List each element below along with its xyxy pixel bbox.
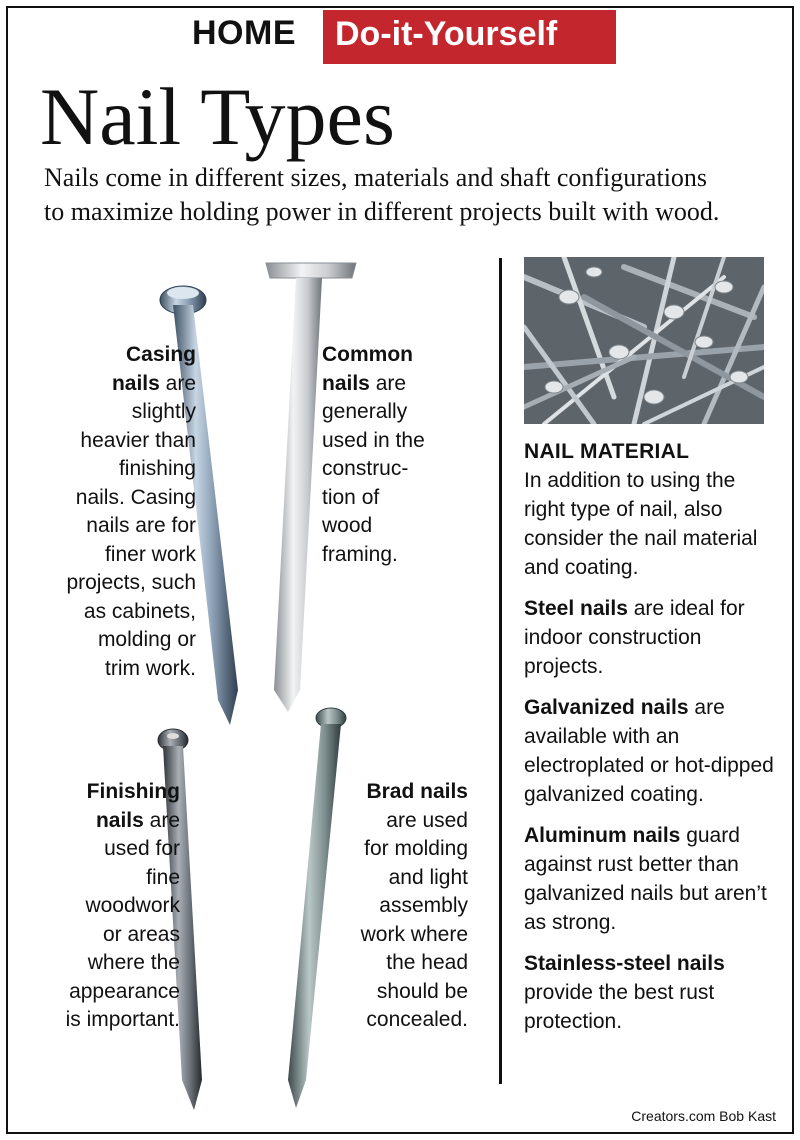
- casing-line: projects, such: [66, 571, 196, 594]
- nail-material-intro: In addition to using the right type of nail, also consider the nail material and coating.: [524, 469, 758, 579]
- casing-lead: Casing: [125, 343, 196, 366]
- intro-line: Nails come in different sizes, materials and shaft configurations: [44, 163, 708, 192]
- brad-line: for molding: [364, 837, 468, 860]
- material-item-lead: Stainless-steel nails: [524, 952, 725, 975]
- material-item-stainless: [524, 949, 774, 1036]
- common-nails-blurb: [322, 341, 492, 569]
- brad-lead: Brad nails: [366, 780, 468, 803]
- casing-rest: are: [159, 371, 196, 395]
- brad-line: are used: [386, 808, 468, 832]
- casing-line: nails are for: [86, 514, 196, 537]
- finishing-line: appearance: [69, 979, 180, 1003]
- brad-line: concealed.: [366, 1008, 468, 1031]
- finishing-line: used for: [104, 837, 180, 860]
- brad-nails-blurb: [330, 778, 468, 1035]
- casing-nails-blurb: [30, 341, 196, 683]
- casing-line: finishing: [118, 457, 196, 480]
- column-divider: [499, 258, 502, 1084]
- finishing-nails-blurb: [30, 778, 180, 1035]
- material-item-galvanized: [524, 693, 774, 809]
- casing-line: nails. Casing: [75, 485, 196, 509]
- brad-line: and light: [388, 865, 468, 889]
- material-item-rest: are ideal for indoor construction projects.: [524, 597, 745, 678]
- finishing-lead: Finishing: [86, 780, 180, 803]
- finishing-line: is important.: [65, 1008, 180, 1031]
- intro-line: to maximize holding power in different projects built with wood.: [44, 197, 720, 226]
- finishing-rest: are: [143, 808, 180, 832]
- common-line: tion of: [322, 485, 380, 509]
- casing-line: heavier than: [80, 428, 196, 452]
- finishing-line: woodwork: [85, 894, 180, 917]
- brad-line: assembly: [379, 894, 468, 917]
- header-home: HOME: [192, 14, 296, 52]
- casing-line: molding or: [97, 628, 196, 651]
- common-line: construc-: [322, 457, 409, 480]
- material-item-rest: provide the best rust protection.: [524, 981, 715, 1033]
- common-line: framing.: [322, 542, 398, 566]
- finishing-line: or areas: [102, 922, 180, 946]
- finishing-line: where the: [87, 951, 180, 974]
- casing-line: trim work.: [105, 656, 196, 680]
- finishing-lead-2: nails: [95, 808, 144, 832]
- common-lead: Common: [322, 343, 413, 366]
- material-item-rest: guard against rust better than galvanized nails but aren’t as strong.: [524, 824, 767, 934]
- casing-lead-2: nails: [111, 371, 160, 395]
- material-item-lead: Galvanized nails: [524, 696, 689, 719]
- material-item-lead: Steel nails: [524, 597, 628, 620]
- nail-material-heading: NAIL MATERIAL: [524, 440, 690, 463]
- material-item-lead: Aluminum nails: [524, 824, 681, 847]
- nail-pile-graphic: [524, 257, 764, 424]
- common-line: generally: [322, 400, 408, 423]
- casing-line: as cabinets,: [83, 599, 196, 623]
- common-lead-2: nails: [322, 371, 370, 395]
- brad-line: the head: [386, 951, 468, 974]
- header-section-badge: Do-it-Yourself: [323, 10, 616, 64]
- credit-line: Creators.com Bob Kast: [631, 1108, 776, 1124]
- material-item-rest: are available with an electroplated or hot-dipped galvanized coating.: [524, 696, 774, 806]
- casing-line: slightly: [131, 400, 196, 423]
- casing-line: finer work: [104, 542, 196, 566]
- nail-pile-photo: [524, 257, 764, 424]
- brad-line: work where: [360, 922, 468, 946]
- common-line: used in the: [322, 428, 425, 452]
- common-line: wood: [322, 514, 373, 537]
- nail-material-section: [524, 437, 774, 1048]
- page-title: Nail Types: [40, 71, 395, 162]
- material-item-steel: [524, 594, 774, 681]
- material-item-aluminum: [524, 821, 774, 937]
- common-rest: are: [369, 371, 407, 395]
- brad-line: should be: [376, 979, 468, 1003]
- finishing-line: fine: [146, 865, 180, 889]
